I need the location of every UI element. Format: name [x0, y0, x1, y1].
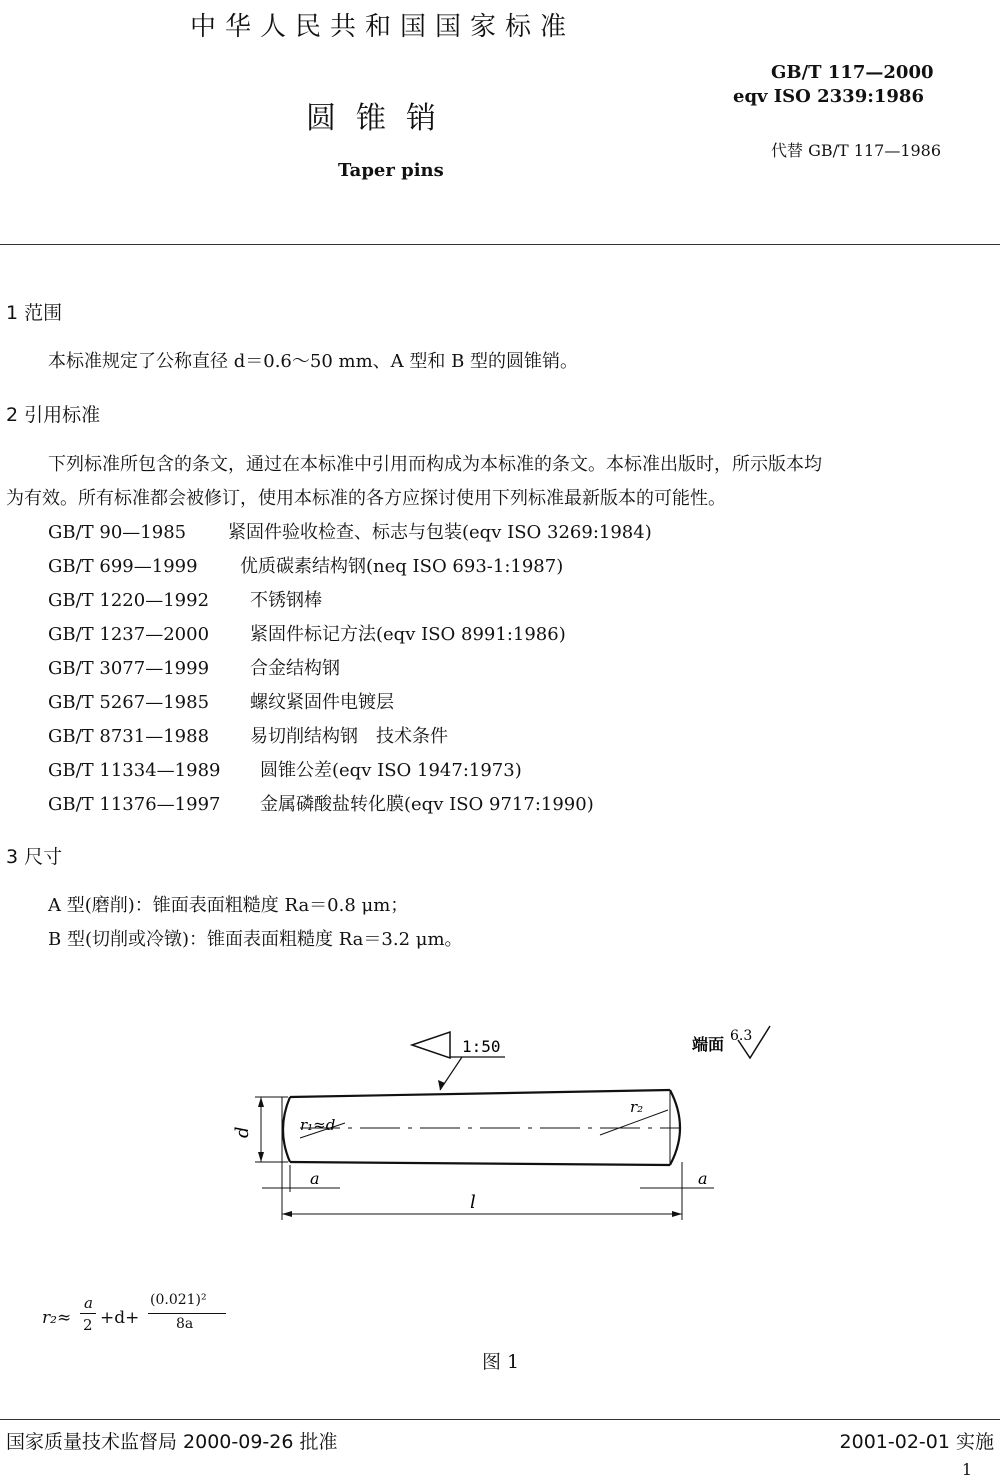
- page-number: 1: [961, 1460, 972, 1479]
- formula-2: 2: [83, 1316, 93, 1334]
- reference-item: [48, 722, 448, 748]
- section-2-heading: 2 引用标准: [6, 404, 101, 426]
- type-a-roughness: A 型(磨削)：锥面表面粗糙度 Ra＝0.8 μm；: [48, 895, 409, 916]
- reference-code: GB/T 90—1985: [48, 522, 187, 543]
- a-left-label: a: [310, 1169, 320, 1188]
- reference-title: 不锈钢棒: [250, 590, 322, 611]
- section-1-heading: 1 范围: [6, 302, 63, 324]
- reference-title: 易切削结构钢 技术条件: [250, 726, 448, 747]
- reference-item: [48, 518, 652, 544]
- formula-a: a: [84, 1294, 93, 1312]
- l-label: l: [470, 1192, 476, 1213]
- taper-pin-drawing: [0, 1010, 1000, 1330]
- section-3-heading: 3 尺寸: [6, 846, 63, 868]
- iso-equivalent: eqv ISO 2339:1986: [733, 86, 924, 107]
- pin-bottom-edge: [290, 1162, 670, 1165]
- effective-date: 2001-02-01 实施: [839, 1431, 994, 1453]
- reference-code: GB/T 1237—2000: [48, 624, 210, 645]
- r1-label: r₁≈d: [300, 1116, 336, 1134]
- reference-code: GB/T 11376—1997: [48, 794, 221, 815]
- l-arrow-left: [282, 1211, 292, 1217]
- d-arrow-bottom: [258, 1152, 264, 1162]
- page-title: 圆锥销: [306, 101, 456, 136]
- reference-title: 紧固件标记方法(eqv ISO 8991:1986): [250, 624, 566, 645]
- reference-code: GB/T 3077—1999: [48, 658, 210, 679]
- formula-fraction-bar-2: [148, 1313, 226, 1314]
- reference-item: [48, 586, 322, 612]
- type-b-roughness: B 型(切削或冷镦)：锥面表面粗糙度 Ra＝3.2 μm。: [48, 929, 463, 950]
- reference-title: 圆锥公差(eqv ISO 1947:1973): [260, 760, 522, 781]
- reference-item: [48, 756, 522, 782]
- formula-denominator: 8a: [176, 1316, 194, 1332]
- figure-caption: 图 1: [482, 1351, 520, 1373]
- pin-left-end: [283, 1097, 290, 1162]
- taper-symbol: [412, 1032, 450, 1058]
- reference-item: [48, 654, 340, 680]
- header-divider: [0, 244, 1000, 245]
- d-arrow-top: [258, 1097, 264, 1107]
- standard-code: GB/T 117—2000: [771, 62, 934, 83]
- reference-title: 合金结构钢: [250, 658, 340, 679]
- formula-plus-d: +d+: [100, 1308, 140, 1328]
- reference-item: [48, 688, 394, 714]
- reference-item: [48, 620, 566, 646]
- section-1-text: 本标准规定了公称直径 d＝0.6～50 mm、A 型和 B 型的圆锥销。: [48, 351, 579, 372]
- reference-item: [48, 552, 563, 578]
- reference-title: 紧固件验收检查、标志与包装(eqv ISO 3269:1984): [228, 522, 652, 543]
- formula-fraction-bar-1: [80, 1313, 96, 1314]
- header-org: 中华人民共和国国家标准: [190, 12, 576, 42]
- formula-lhs: r₂≈: [42, 1308, 72, 1328]
- section-2-line-2: 为有效。所有标准都会被修订，使用本标准的各方应探讨使用下列标准最新版本的可能性。: [6, 488, 726, 509]
- end-face-label: 端面: [692, 1035, 725, 1054]
- reference-title: 金属磷酸盐转化膜(eqv ISO 9717:1990): [260, 794, 594, 815]
- section-2-line-1: 下列标准所包含的条文，通过在本标准中引用而构成为本标准的条文。本标准出版时，所示版本均: [48, 454, 822, 475]
- reference-code: GB/T 1220—1992: [48, 590, 210, 611]
- a-right-label: a: [698, 1169, 708, 1188]
- reference-code: GB/T 8731—1988: [48, 726, 210, 747]
- approval-note: 国家质量技术监督局 2000-09-26 批准: [6, 1431, 338, 1453]
- reference-code: GB/T 11334—1989: [48, 760, 221, 781]
- title-en: Taper pins: [338, 160, 444, 181]
- end-face-roughness-value: 6.3: [730, 1028, 753, 1044]
- pin-top-edge: [290, 1090, 670, 1097]
- footer-divider: [0, 1419, 1000, 1420]
- reference-code: GB/T 699—1999: [48, 556, 198, 577]
- reference-code: GB/T 5267—1985: [48, 692, 210, 713]
- r2-label: r₂: [630, 1098, 644, 1116]
- replaces-note: 代替 GB/T 117—1986: [771, 141, 942, 160]
- reference-title: 优质碳素结构钢(neq ISO 693-1:1987): [240, 556, 564, 577]
- d-label: d: [232, 1126, 253, 1138]
- l-arrow-right: [672, 1211, 682, 1217]
- reference-item: [48, 790, 594, 816]
- formula-numerator: (0.021)²: [150, 1292, 207, 1308]
- taper-ratio: 1:50: [462, 1037, 501, 1056]
- reference-title: 螺纹紧固件电镀层: [250, 692, 394, 713]
